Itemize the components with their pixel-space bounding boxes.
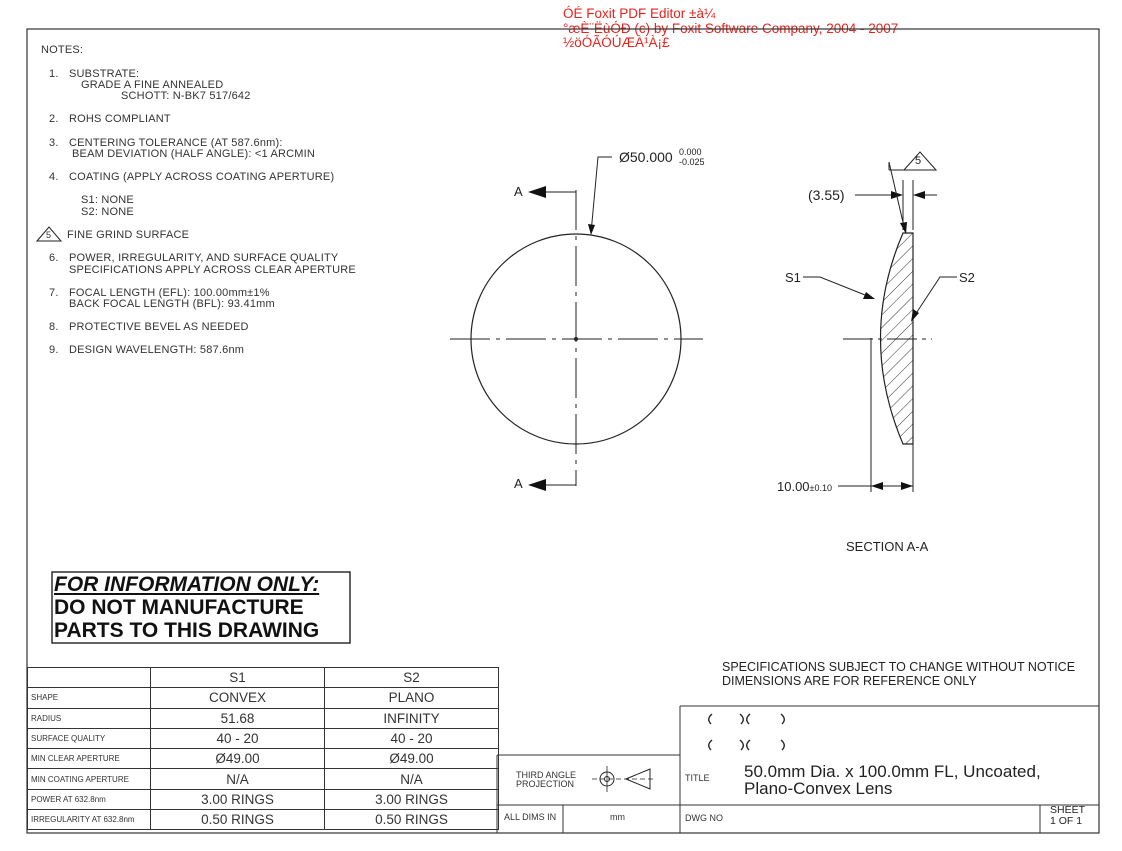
warning-line-2: DO NOT MANUFACTURE — [54, 596, 304, 619]
s2-label: S2 — [959, 270, 975, 285]
note-4-line-1: COATING (APPLY ACROSS COATING APERTURE) — [69, 171, 335, 183]
table-row — [28, 810, 499, 830]
note-4-line-2: S1: NONE — [81, 194, 134, 206]
table-header-row — [28, 668, 499, 688]
header-empty — [28, 668, 151, 688]
section-view — [803, 152, 957, 492]
section-arrow-bottom — [528, 479, 546, 491]
diameter-symbol: Ø — [619, 149, 630, 165]
row-s2-value: 0.50 RINGS — [325, 810, 499, 830]
note-9-line-1: DESIGN WAVELENGTH: 587.6nm — [69, 344, 245, 356]
fine-grind-flag-number: 5 — [915, 155, 922, 167]
note-7-line-1: FOCAL LENGTH (EFL): 100.00mm±1% — [69, 287, 270, 299]
diameter-leader — [591, 157, 612, 233]
header-s1: S1 — [151, 668, 325, 688]
note-8-number: 8. — [49, 321, 59, 333]
spec-notice-line-2: DIMENSIONS ARE FOR REFERENCE ONLY — [722, 674, 977, 688]
warning-block — [54, 573, 319, 642]
drawing-title-line-1: 50.0mm Dia. x 100.0mm FL, Uncoated, — [744, 762, 1041, 781]
note-1-number: 1. — [49, 68, 59, 80]
note-1-line-2: GRADE A FINE ANNEALED — [81, 79, 224, 91]
spec-table — [27, 667, 499, 830]
row-s1-value: 40 - 20 — [151, 728, 325, 748]
spec-notice-line-1: SPECIFICATIONS SUBJECT TO CHANGE WITHOUT NOTICE — [722, 660, 1076, 674]
dwg-no-label: DWG NO — [685, 813, 723, 823]
row-label: MIN COATING APERTURE — [28, 769, 151, 789]
note-3-line-2: BEAM DEVIATION (HALF ANGLE): <1 ARCMIN — [72, 148, 316, 160]
dims-label: ALL DIMS IN — [504, 812, 557, 822]
note-8-line-1: PROTECTIVE BEVEL AS NEEDED — [69, 321, 249, 333]
note-1-line-3: SCHOTT: N-BK7 517/642 — [121, 90, 251, 102]
thickness-value: 10.00 — [777, 479, 810, 494]
row-s1-value: 51.68 — [151, 708, 325, 728]
row-s1-value: Ø49.00 — [151, 749, 325, 769]
warning-line-3: PARTS TO THIS DRAWING — [54, 619, 320, 642]
row-s2-value: INFINITY — [325, 708, 499, 728]
note-7-number: 7. — [49, 287, 59, 299]
center-dot — [574, 337, 578, 341]
thickness-tolerance: ±0.10 — [809, 483, 833, 493]
row-s1-value: 3.00 RINGS — [151, 789, 325, 809]
note-3-number: 3. — [49, 137, 59, 149]
dims-unit: mm — [610, 812, 625, 822]
s1-leader — [803, 277, 870, 297]
diameter-tol-upper: 0.000 — [679, 147, 702, 157]
note-4-number: 4. — [49, 171, 59, 183]
row-label: RADIUS — [28, 708, 151, 728]
front-view — [450, 157, 703, 491]
note-6-line-2: SPECIFICATIONS APPLY ACROSS CLEAR APERTURE — [69, 264, 356, 276]
row-label: SHAPE — [28, 688, 151, 708]
company-logo — [709, 714, 785, 750]
table-row — [28, 769, 499, 789]
section-arrow-top — [528, 186, 546, 198]
note-2-line-1: ROHS COMPLIANT — [69, 113, 171, 125]
note-5-number: 5 — [46, 230, 52, 240]
sheet-block — [1050, 805, 1085, 827]
note-1-line-1: SUBSTRATE: — [69, 68, 140, 80]
header-s2: S2 — [325, 668, 499, 688]
diameter-dimension — [619, 149, 673, 165]
table-row — [28, 708, 499, 728]
table-row — [28, 688, 499, 708]
watermark-line-3: ½öÓÃÓÚÆÀ¹À¡£ — [563, 35, 670, 50]
title-label: TITLE — [685, 773, 710, 783]
note-9-number: 9. — [49, 344, 59, 356]
watermark-line-2: °æÈ¨ËùÓÐ (c) by Foxit Software Company, 2004 - 2007 — [563, 21, 899, 36]
projection-label: THIRD ANGLE PROJECTION — [516, 770, 577, 789]
sheet-label: SHEET — [1050, 804, 1086, 816]
row-s2-value: Ø49.00 — [325, 749, 499, 769]
sheet-value: 1 OF 1 — [1050, 815, 1083, 827]
row-s2-value: 40 - 20 — [325, 728, 499, 748]
section-label-top: A — [514, 184, 523, 199]
note-5-line-1: FINE GRIND SURFACE — [67, 229, 190, 241]
note-7-line-2: BACK FOCAL LENGTH (BFL): 93.41mm — [69, 298, 275, 310]
warning-line-1: FOR INFORMATION ONLY: — [54, 573, 320, 596]
section-caption: SECTION A-A — [846, 539, 929, 554]
center-thickness-dimension — [777, 478, 832, 496]
row-s2-value: 3.00 RINGS — [325, 789, 499, 809]
table-row — [28, 728, 499, 748]
diameter-tol-lower: -0.025 — [679, 157, 705, 167]
edge-thickness-dimension: (3.55) — [808, 187, 845, 203]
drawing-title-line-2: Plano-Convex Lens — [744, 779, 893, 798]
watermark-line-1: ÓÉ Foxit PDF Editor ±à¼ — [563, 6, 716, 21]
third-angle-projection-symbol — [592, 766, 656, 792]
row-s1-value: CONVEX — [151, 688, 325, 708]
note-6-number: 6. — [49, 252, 59, 264]
row-s1-value: N/A — [151, 769, 325, 789]
row-label: MIN CLEAR APERTURE — [28, 749, 151, 769]
s2-leader — [913, 277, 957, 318]
table-row — [28, 749, 499, 769]
spec-notice — [722, 660, 1075, 688]
diameter-tolerance — [679, 147, 705, 167]
row-label: IRREGULARITY AT 632.8nm — [28, 810, 151, 830]
row-s2-value: PLANO — [325, 688, 499, 708]
note-2-number: 2. — [49, 113, 59, 125]
note-6-line-1: POWER, IRREGULARITY, AND SURFACE QUALITY — [69, 252, 339, 264]
row-label: SURFACE QUALITY — [28, 728, 151, 748]
row-s1-value: 0.50 RINGS — [151, 810, 325, 830]
row-s2-value: N/A — [325, 769, 499, 789]
notes-heading: NOTES: — [41, 44, 84, 56]
row-label: POWER AT 632.8nm — [28, 789, 151, 809]
note-4-line-3: S2: NONE — [81, 206, 134, 218]
note-3-line-1: CENTERING TOLERANCE (AT 587.6nm): — [69, 137, 283, 149]
s1-label: S1 — [785, 270, 801, 285]
section-label-bottom: A — [514, 476, 523, 491]
diameter-value: 50.000 — [629, 149, 673, 165]
table-row — [28, 789, 499, 809]
